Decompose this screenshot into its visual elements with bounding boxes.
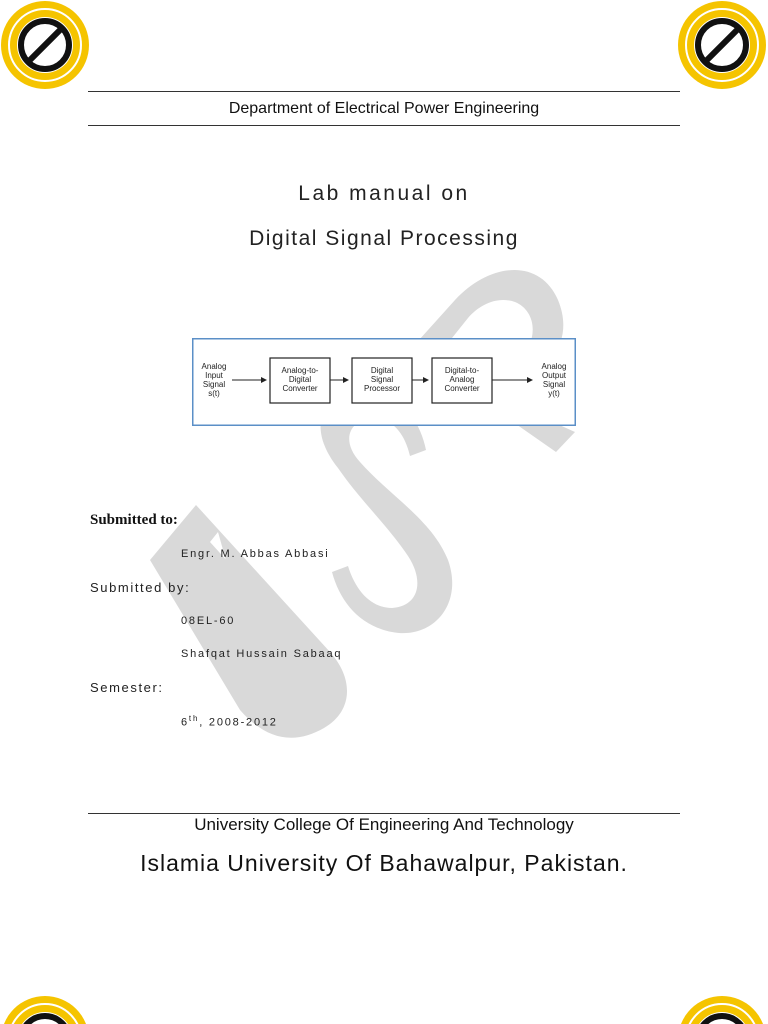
dsp-block-label: Digital xyxy=(370,366,394,375)
dac-block-label: Analog xyxy=(449,375,475,384)
adc-block-label: Digital xyxy=(288,375,312,384)
watermark-letter-d xyxy=(150,505,347,738)
semester-label: Semester: xyxy=(90,680,164,695)
department-name: Department of Electrical Power Engineering xyxy=(228,100,540,117)
dac-block-label: Converter xyxy=(444,384,480,393)
dac-block-label: Digital-to- xyxy=(444,366,480,375)
header-top-rule xyxy=(88,91,680,92)
manual-title-line-1: Lab manual on xyxy=(298,182,470,205)
svg-text:Signal: Signal xyxy=(542,380,566,389)
semester-value: 6th, 2008-2012 xyxy=(181,714,278,729)
pdf-xchange-badge-icon[interactable] xyxy=(676,994,768,1024)
watermark-letter-s xyxy=(321,391,453,633)
svg-text:s(t): s(t) xyxy=(208,389,220,398)
university-name: Islamia University Of Bahawalpur, Pakistan. xyxy=(140,850,628,876)
submitted-by-label: Submitted by: xyxy=(90,580,191,595)
svg-text:Analog: Analog xyxy=(541,362,567,371)
svg-text:Input: Input xyxy=(205,371,223,380)
svg-text:y(t): y(t) xyxy=(548,389,560,398)
svg-text:Output: Output xyxy=(541,371,567,380)
svg-text:Analog: Analog xyxy=(201,362,227,371)
pdf-xchange-badge-icon[interactable] xyxy=(0,0,92,92)
footer-rule xyxy=(88,813,680,814)
adc-block-label: Converter xyxy=(282,384,318,393)
college-name: University College Of Engineering And Technology xyxy=(194,815,574,834)
svg-text:Signal: Signal xyxy=(202,380,226,389)
header-bottom-rule xyxy=(88,125,680,126)
adc-block-label: Analog-to- xyxy=(281,366,319,375)
pdf-xchange-badge-icon[interactable] xyxy=(0,994,92,1024)
supervisor-name: Engr. M. Abbas Abbasi xyxy=(181,548,330,560)
dsp-block-label: Processor xyxy=(363,384,401,393)
dsp-block-label: Signal xyxy=(370,375,394,384)
roll-number: 08EL-60 xyxy=(181,615,236,627)
student-name: Shafqat Hussain Sabaaq xyxy=(181,648,343,660)
pdf-xchange-badge-icon[interactable] xyxy=(676,0,768,92)
dsp-block-diagram xyxy=(192,338,576,426)
manual-title-line-2: Digital Signal Processing xyxy=(249,227,519,250)
submitted-to-label: Submitted to: xyxy=(90,512,178,528)
